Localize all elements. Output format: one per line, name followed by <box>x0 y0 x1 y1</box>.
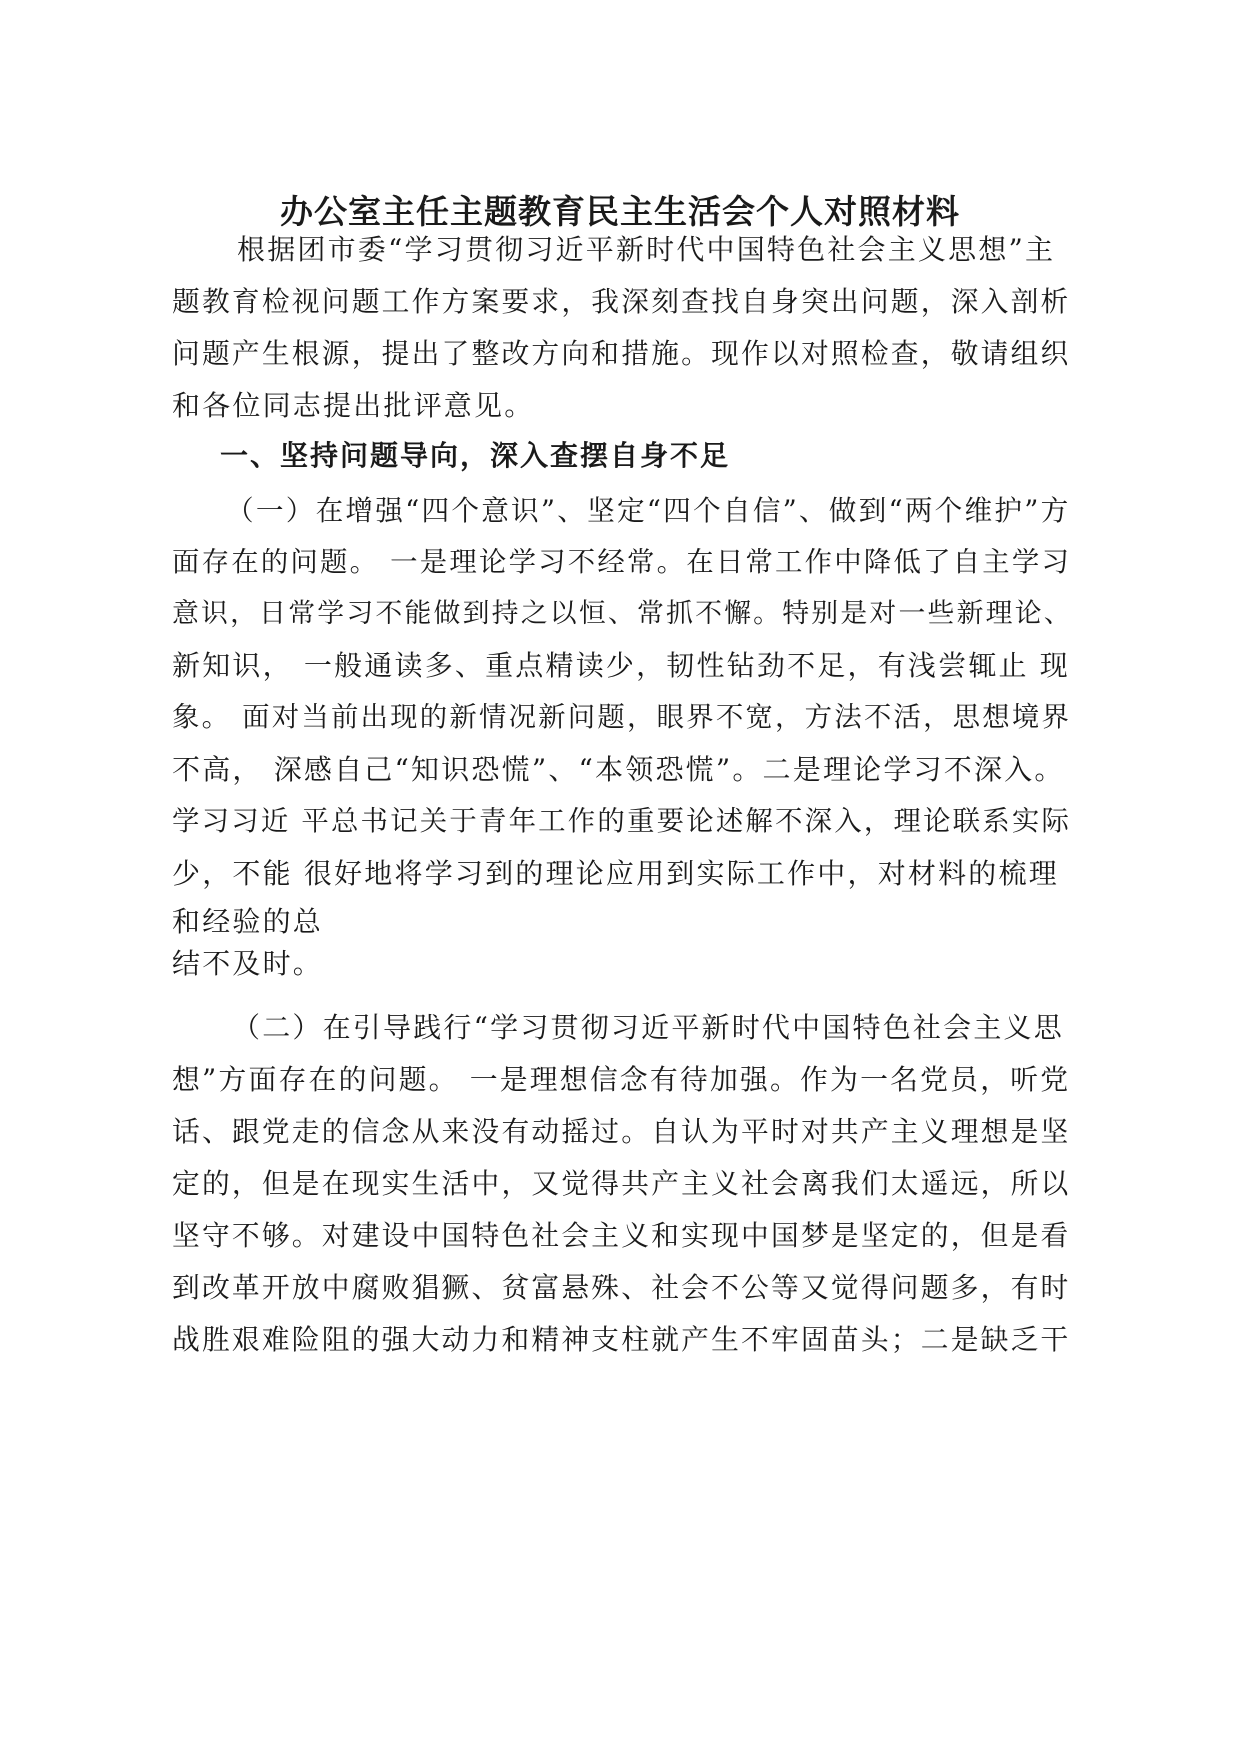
paragraph-line: 少，不能 很好地将学习到的理论应用到实际工作中，对材料的梳理 <box>172 857 1059 890</box>
paragraph-line: 和经验的总 <box>172 905 324 938</box>
paragraph-line: 面存在的问题。 一是理论学习不经常。在日常工作中降低了自主学习 <box>172 547 1072 578</box>
paragraph-line: 象。 面对当前出现的新情况新问题，眼界不宽，方法不活，思想境界 <box>172 702 1072 733</box>
paragraph-line: 学习习近 平总书记关于青年工作的重要论述解不深入，理论联系实际 <box>172 806 1072 837</box>
paragraph-line: 和各位同志提出批评意见。 <box>172 389 535 422</box>
paragraph-line: 战胜艰难险阻的强大动力和精神支柱就产生不牢固苗头；二是缺乏干 <box>172 1323 1071 1356</box>
paragraph-line: 题教育检视问题工作方案要求，我深刻查找自身突出问题，深入剖析 <box>172 285 1071 318</box>
document-title: 办公室主任主题教育民主生活会个人对照材料 <box>280 192 960 231</box>
paragraph-line: 不高， 深感自己“知识恐慌”、“本领恐慌”。二是理论学习不深入。 <box>172 753 1065 786</box>
paragraph-line: 问题产生根源，提出了整改方向和措施。现作以对照检查，敬请组织 <box>172 337 1071 370</box>
paragraph-line: 新知识， 一般通读多、重点精读少，韧性钻劲不足，有浅尝辄止 现 <box>172 649 1071 682</box>
paragraph-line: （二）在引导践行“学习贯彻习近平新时代中国特色社会主义思 <box>232 1011 1064 1044</box>
paragraph-line: 定的，但是在现实生活中，又觉得共产主义社会离我们太遥远，所以 <box>172 1167 1071 1200</box>
paragraph-line: 结不及时。 <box>172 947 324 980</box>
paragraph-line: 意识，日常学习不能做到持之以恒、常抓不懈。特别是对一些新理论、 <box>172 598 1073 629</box>
paragraph-line: 想”方面存在的问题。 一是理想信念有待加强。作为一名党员，听党 <box>172 1063 1071 1096</box>
paragraph-line: 到改革开放中腐败猖獗、贫富悬殊、社会不公等又觉得问题多，有时 <box>172 1271 1071 1304</box>
paragraph-line: 坚守不够。对建设中国特色社会主义和实现中国梦是坚定的，但是看 <box>172 1219 1071 1252</box>
paragraph-line: 话、跟党走的信念从来没有动摇过。自认为平时对共产主义理想是坚 <box>172 1115 1071 1148</box>
paragraph-line: 根据团市委“学习贯彻习近平新时代中国特色社会主义思想”主 <box>237 233 1056 266</box>
section-heading: 一、坚持问题导向，深入查摆自身不足 <box>220 439 731 472</box>
paragraph-line: （一）在增强“四个意识”、坚定“四个自信”、做到“两个维护”方 <box>226 494 1071 527</box>
